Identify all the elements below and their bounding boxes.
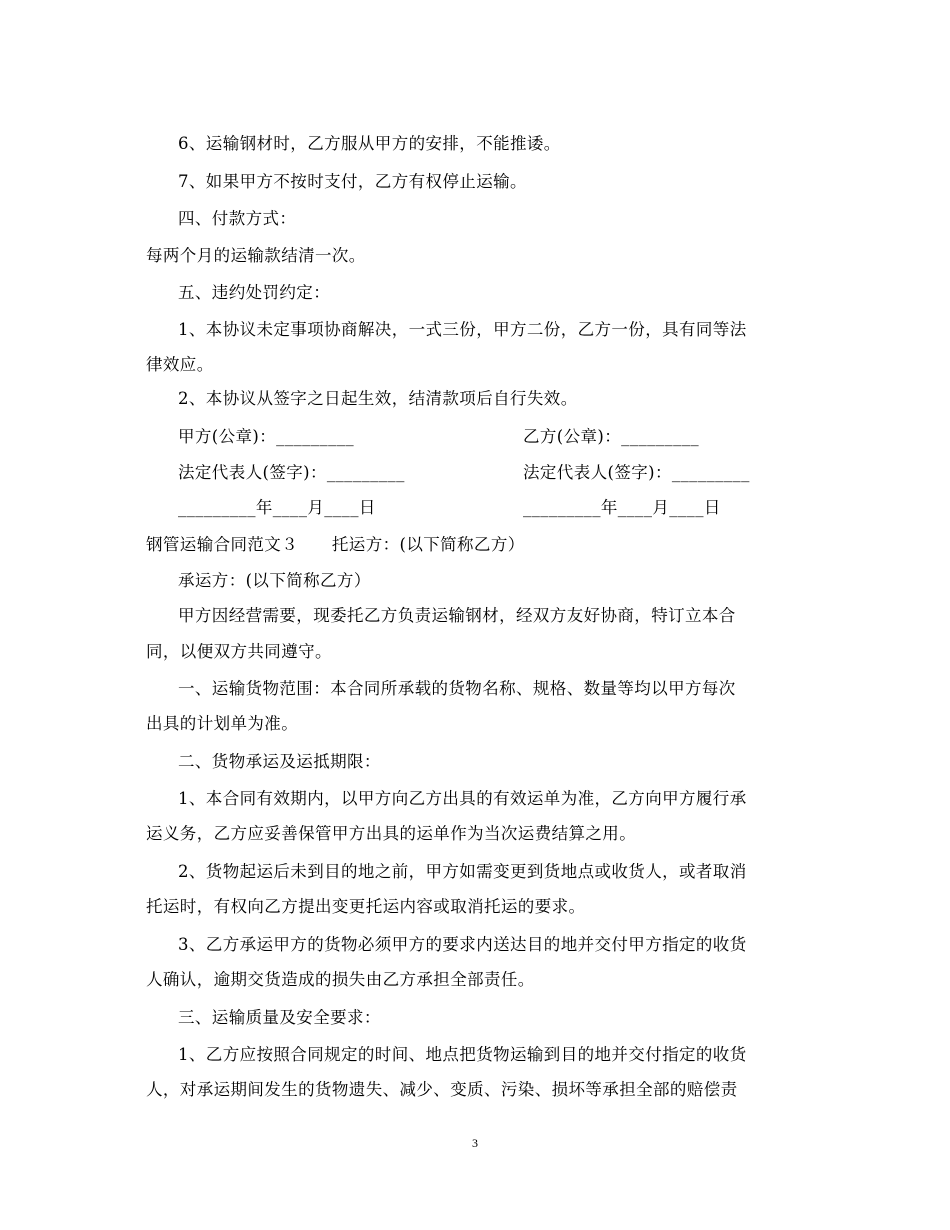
party-b-seal: 乙方(公章)：_________ <box>523 427 700 446</box>
paragraph-line: 1、乙方应按照合同规定的时间、地点把货物运输到目的地并交付指定的收货 <box>178 1045 747 1064</box>
paragraph-line: 同，以便双方共同遵守。 <box>146 642 332 661</box>
contract-title-line: 钢管运输合同范文３ 托运方：(以下简称乙方） <box>146 535 525 554</box>
paragraph-line: 2、本协议从签字之日起生效，结清款项后自行失效。 <box>178 389 578 408</box>
party-b-representative: 法定代表人(签字)：_________ <box>523 463 750 482</box>
party-a-representative: 法定代表人(签字)：_________ <box>178 463 405 482</box>
paragraph-line: 托运时，有权向乙方提出变更托运内容或取消托运的要求。 <box>146 897 586 916</box>
paragraph-line: 承运方：(以下简称乙方） <box>178 571 371 590</box>
paragraph-line: 每两个月的运输款结清一次。 <box>146 246 366 265</box>
paragraph-line: 人，对承运期间发生的货物遗失、减少、变质、污染、损坏等承担全部的赔偿责 <box>146 1080 738 1099</box>
section-heading: 四、付款方式： <box>178 209 297 228</box>
paragraph-line: 律效应。 <box>146 355 214 374</box>
paragraph-line: 运义务，乙方应妥善保管甲方出具的运单作为当次运费结算之用。 <box>146 824 637 843</box>
section-heading: 二、货物承运及运抵期限： <box>178 752 381 771</box>
paragraph-line: 人确认，逾期交货造成的损失由乙方承担全部责任。 <box>146 970 535 989</box>
paragraph-line: 甲方因经营需要，现委托乙方负责运输钢材，经双方友好协商，特订立本合 <box>178 606 736 625</box>
paragraph-line: 出具的计划单为准。 <box>146 714 299 733</box>
party-a-date: _________年____月____日 <box>178 498 376 517</box>
paragraph-line: 1、本协议未定事项协商解决，一式三份，甲方二份，乙方一份，具有同等法 <box>178 320 747 339</box>
paragraph-line: 6、运输钢材时，乙方服从甲方的安排，不能推诿。 <box>178 134 561 153</box>
party-b-date: _________年____月____日 <box>523 498 721 517</box>
party-a-seal: 甲方(公章)：_________ <box>178 427 355 446</box>
paragraph-line: 2、货物起运后未到目的地之前，甲方如需变更到货地点或收货人，或者取消 <box>178 862 747 881</box>
section-heading: 五、违约处罚约定： <box>178 283 331 302</box>
page-number: 3 <box>472 1136 478 1150</box>
paragraph-line: 7、如果甲方不按时支付，乙方有权停止运输。 <box>178 172 527 191</box>
paragraph-line: 1、本合同有效期内，以甲方向乙方出具的有效运单为准，乙方向甲方履行承 <box>178 789 747 808</box>
paragraph-line: 3、乙方承运甲方的货物必须甲方的要求内送达目的地并交付甲方指定的收货 <box>178 935 747 954</box>
paragraph-line: 一、运输货物范围：本合同所承载的货物名称、规格、数量等均以甲方每次 <box>178 679 736 698</box>
section-heading: 三、运输质量及安全要求： <box>178 1008 381 1027</box>
